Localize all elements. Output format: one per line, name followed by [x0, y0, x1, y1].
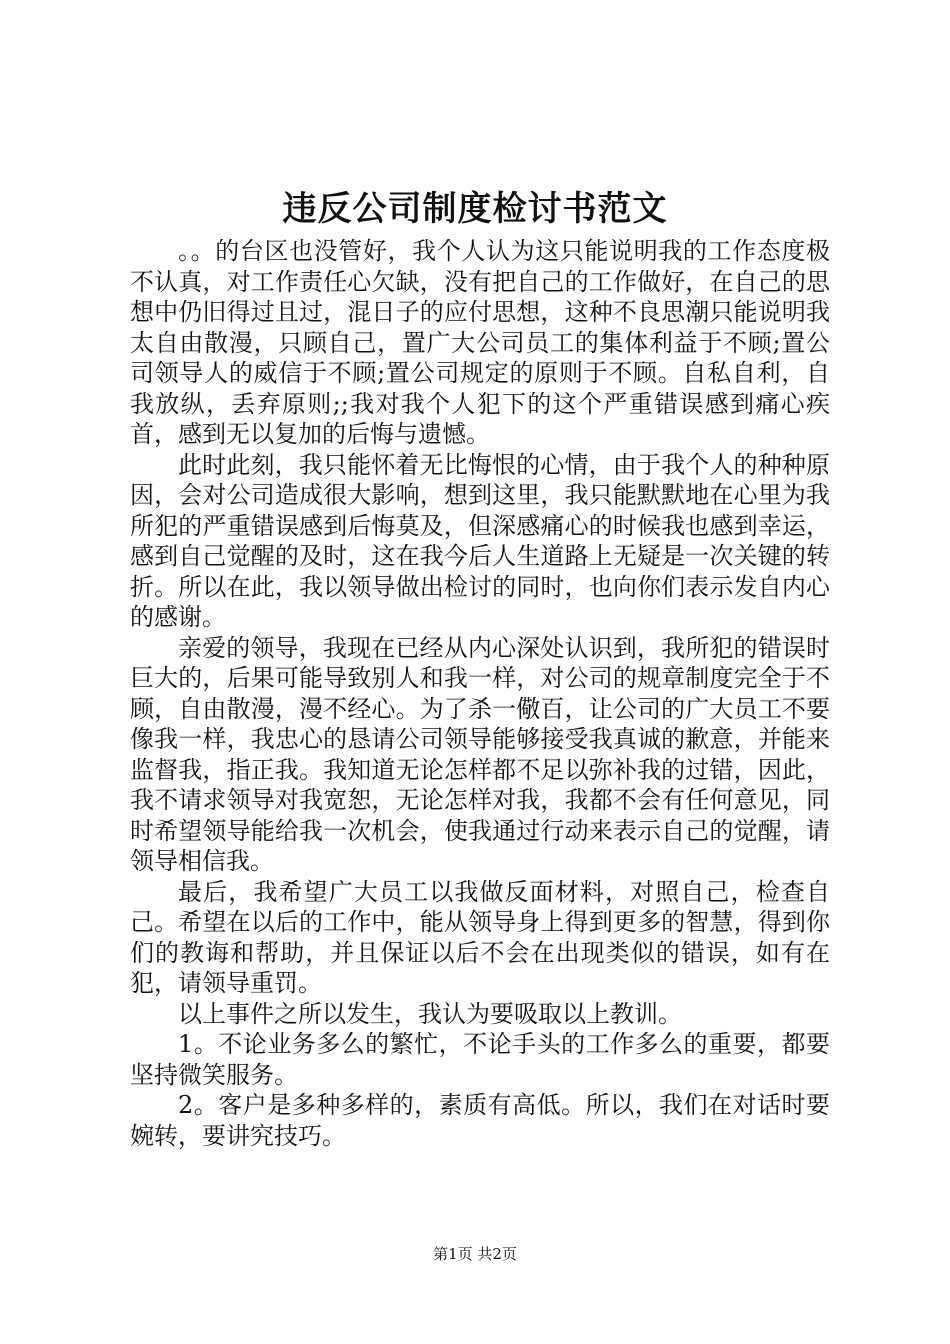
paragraph: 。。的台区也没管好，我个人认为这只能说明我的工作态度极不认真，对工作责任心欠缺，没有把自己的工作做好，在自己的思想中仍旧得过且过，混日子的应付思想，这种不良思潮只能说明我太自由散漫，只顾自己，置广大公司员工的集体利益于不顾;置公司领导人的威信于不顾;置公司规定的原则于不顾。自私自利，自我放纵，丢弃原则;;我对我个人犯下的这个严重错误感到痛心疾首，感到无以复加的后悔与遗憾。: [130, 237, 830, 448]
document-body: [130, 236, 830, 1151]
paragraph: 最后，我希望广大员工以我做反面材料，对照自己，检查自己。希望在以后的工作中，能从领导身上得到更多的智慧，得到你们的教诲和帮助，并且保证以后不会在出现类似的错误，如有在犯，请领导重罚。: [130, 877, 830, 997]
page-footer: 第1页 共2页: [433, 1245, 517, 1263]
paragraph: 此时此刻，我只能怀着无比悔恨的心情，由于我个人的种种原因，会对公司造成很大影响，想到这里，我只能默默地在心里为我所犯的严重错误感到后悔莫及，但深感痛心的时候我也感到幸运，感到自己觉醒的及时，这在我今后人生道路上无疑是一次关键的转折。所以在此，我以领导做出检讨的同时，也向你们表示发自内心的感谢。: [130, 450, 830, 631]
paragraph: 以上事件之所以发生，我认为要吸取以上教训。: [178, 999, 682, 1028]
paragraph: 1。不论业务多么的繁忙，不论手头的工作多么的重要，都要坚持微笑服务。: [130, 1030, 830, 1089]
paragraph: 亲爱的领导，我现在已经从内心深处认识到，我所犯的错误时巨大的，后果可能导致别人和我一样，对公司的规章制度完全于不顾，自由散漫，漫不经心。为了杀一儆百，让公司的广大员工不要像我一样，我忠心的恳请公司领导能够接受我真诚的歉意，并能来监督我，指正我。我知道无论怎样都不足以弥补我的过错，因此，我不请求领导对我宽恕，无论怎样对我，我都不会有任何意见，同时希望领导能给我一次机会，使我通过行动来表示自己的觉醒，请领导相信我。: [130, 633, 830, 875]
document-title: 违反公司制度检讨书范文: [282, 189, 668, 229]
paragraph: 2。客户是多种多样的，素质有高低。所以，我们在对话时要婉转，要讲究技巧。: [130, 1091, 830, 1150]
